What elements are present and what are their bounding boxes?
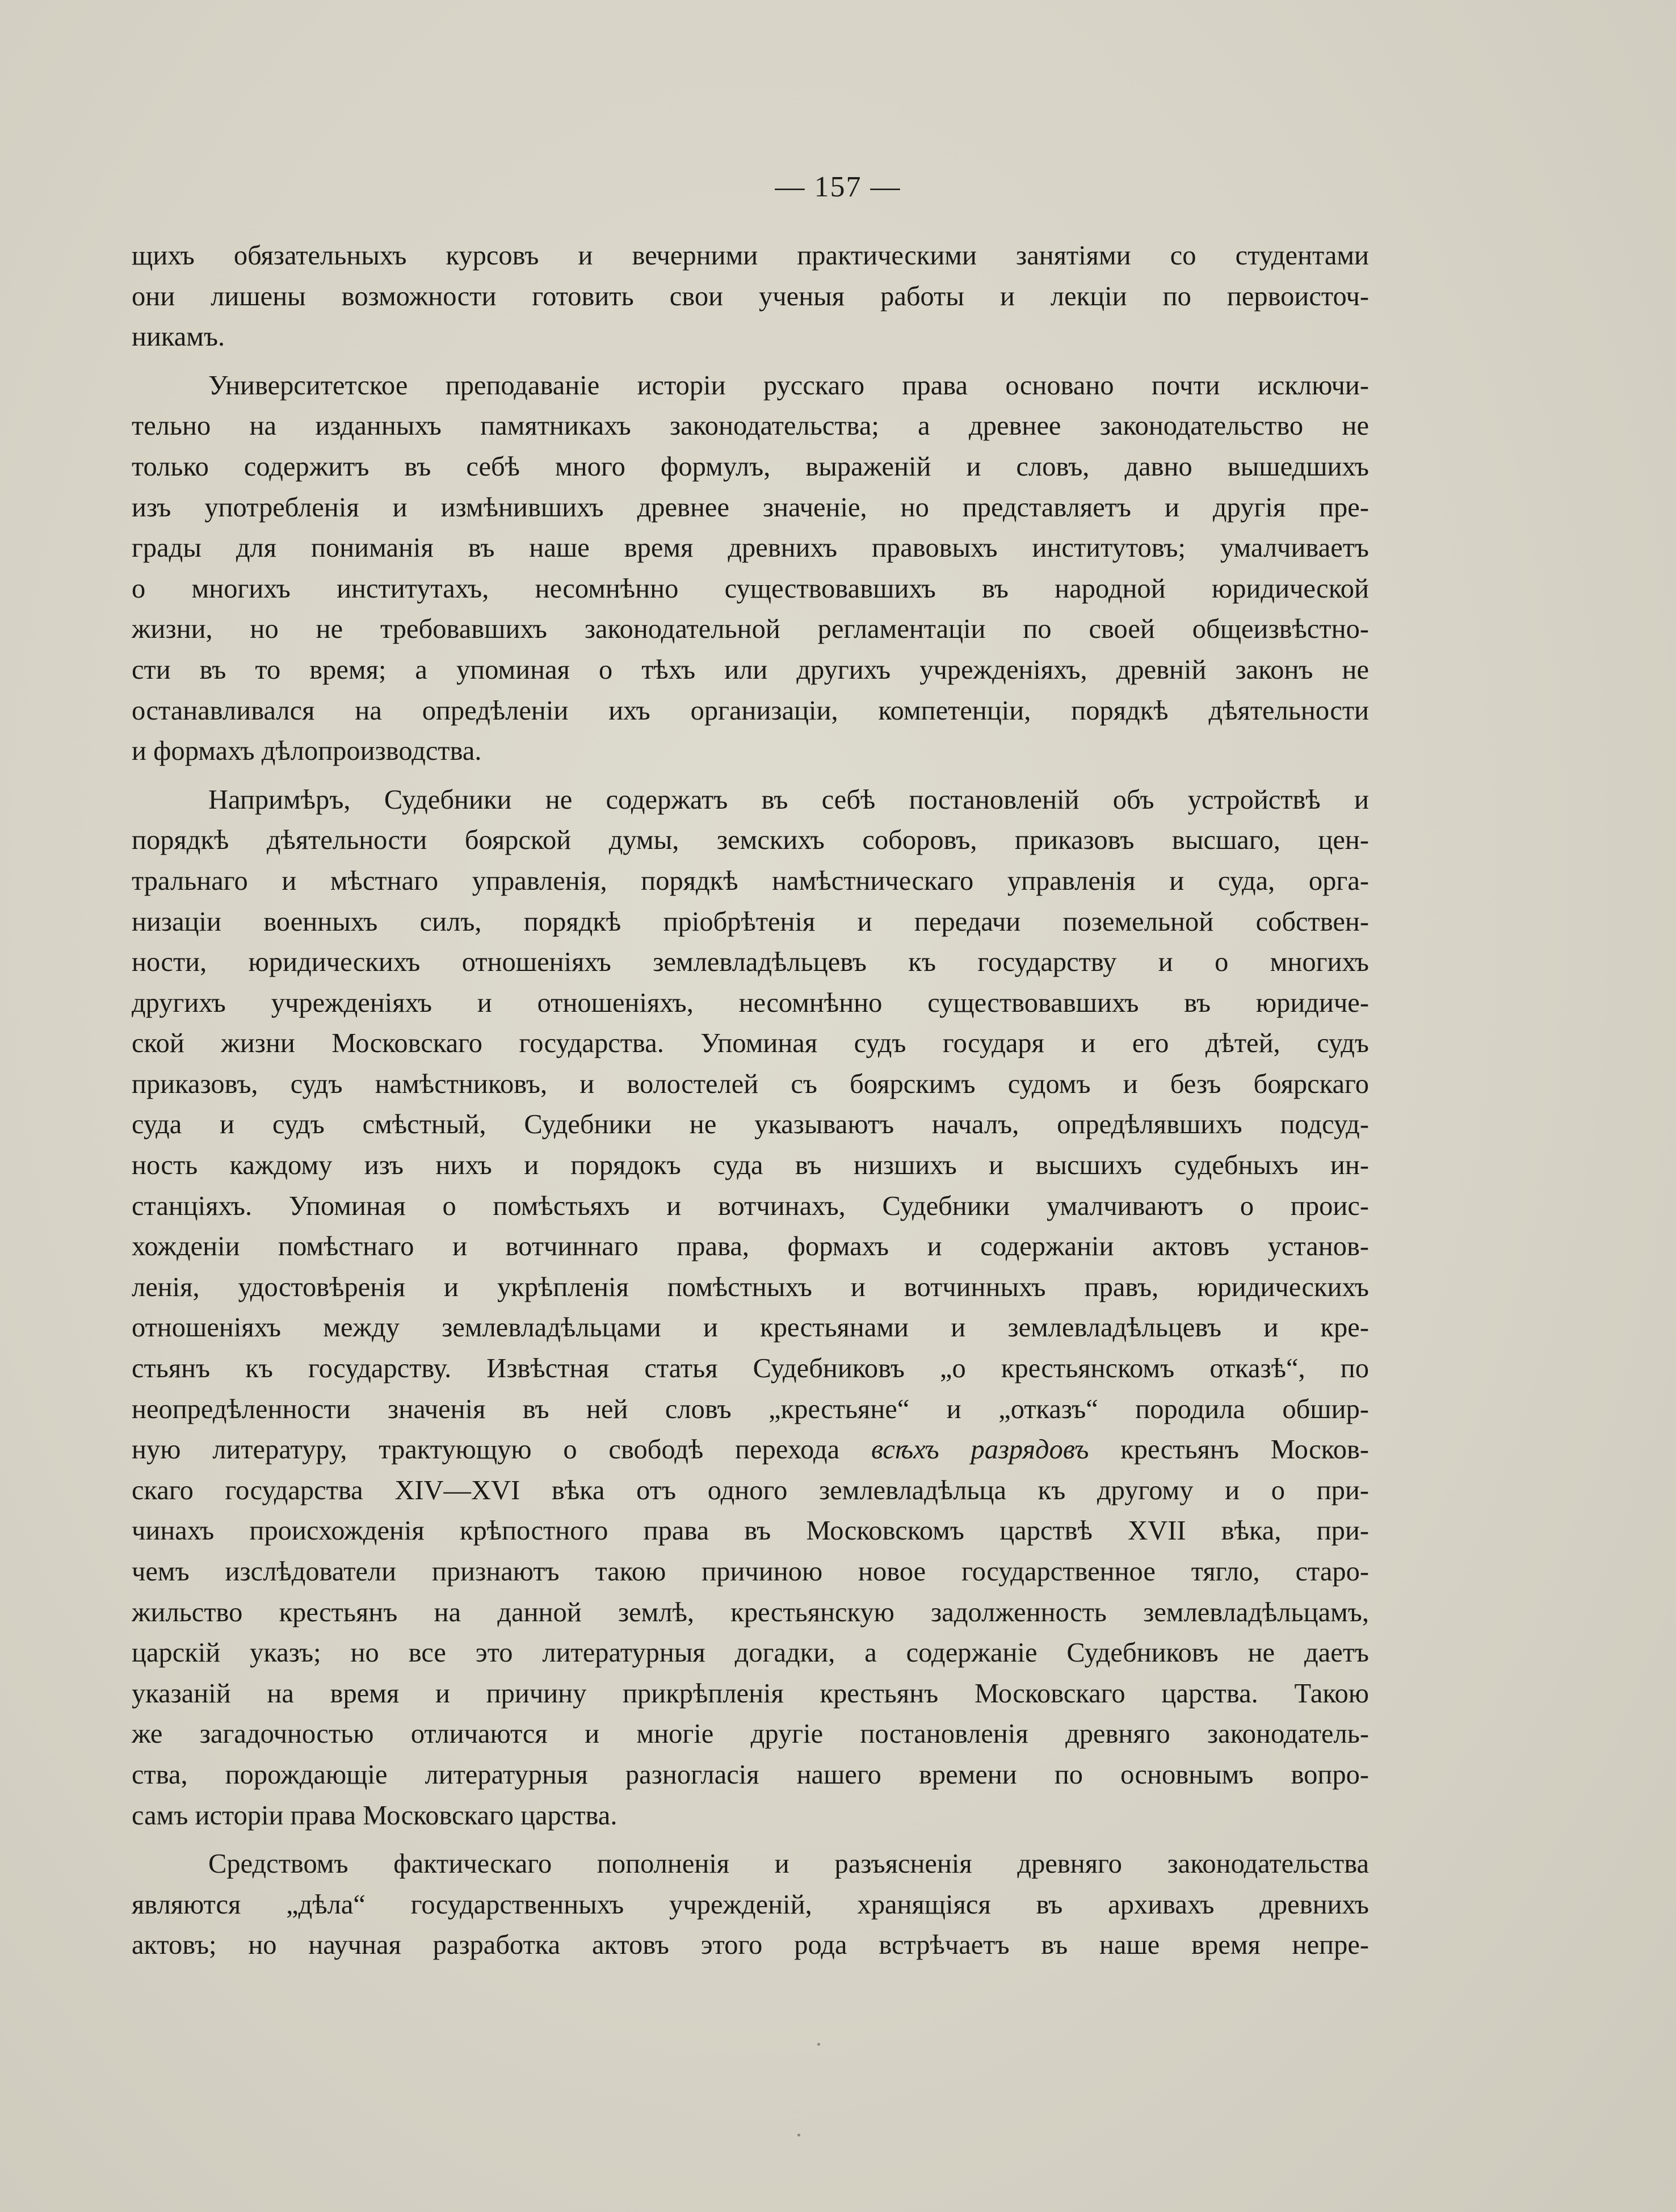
text-line: скаго государства XIV—XVI вѣка отъ одного землевладѣльца къ другому и о при-: [132, 1475, 1369, 1505]
text-line: низаціи военныхъ силъ, порядкѣ пріобрѣтенія и передачи поземельной собствен-: [132, 906, 1369, 937]
text-line: они лишены возможности готовить свои ученыя работы и лекціи по первоисточ-: [132, 281, 1369, 312]
paragraph-3: [132, 780, 1369, 1836]
text-line: щихъ обязательныхъ курсовъ и вечерними практическими занятіями со студентами: [132, 241, 1369, 271]
text-line: являются „дѣла“ государственныхъ учрежденій, хранящіяся въ архивахъ древнихъ: [132, 1889, 1369, 1920]
text-segment: ную литературу, трактующую о свободѣ перехода: [132, 1435, 871, 1465]
text-line: неопредѣленности значенія въ ней словъ „крестьяне“ и „отказъ“ породила обшир-: [132, 1394, 1369, 1424]
text-line: порядкѣ дѣятельности боярской думы, земскихъ соборовъ, приказовъ высшаго, цен-: [132, 825, 1369, 856]
text-line: Средствомъ фактическаго пополненія и разъясненія древняго законодательства: [208, 1849, 1369, 1879]
text-line: ской жизни Московскаго государства. Упоминая судъ государя и его дѣтей, судъ: [132, 1028, 1369, 1059]
text-line: ности, юридическихъ отношеніяхъ землевладѣльцевъ къ государству и о многихъ: [132, 947, 1369, 978]
text-line-with-italic: [132, 1429, 1369, 1470]
text-line: тельно на изданныхъ памятникахъ законодательства; а древнее законодательство не: [132, 411, 1369, 441]
paragraph-2: [132, 365, 1369, 772]
text-line: только содержитъ въ себѣ много формулъ, выраженій и словъ, давно вышедшихъ: [132, 451, 1369, 482]
text-line: царскій указъ; но все это литературныя догадки, а содержаніе Судебниковъ не даетъ: [132, 1638, 1369, 1668]
text-line: Напримѣръ, Судебники не содержатъ въ себѣ постановленій объ устройствѣ и: [208, 784, 1369, 815]
text-line: останавливался на опредѣленіи ихъ организаціи, компетенціи, порядкѣ дѣятельности: [132, 695, 1369, 726]
text-line: стьянъ къ государству. Извѣстная статья Судебниковъ „о крестьянскомъ отказѣ“, по: [132, 1353, 1369, 1384]
text-line: никамъ.: [132, 322, 225, 352]
text-line: сти въ то время; а упоминая о тѣхъ или другихъ учрежденіяхъ, древній законъ не: [132, 654, 1369, 685]
text-line: указаній на время и причину прикрѣпленія крестьянъ Московскаго царства. Такою: [132, 1678, 1369, 1709]
text-line: жизни, но не требовавшихъ законодательной регламентаціи по своей общеизвѣстно-: [132, 614, 1369, 645]
text-line: суда и судъ смѣстный, Судебники не указываютъ началъ, опредѣлявшихъ подсуд-: [132, 1109, 1369, 1140]
italic-phrase: всѣхъ разрядовъ: [871, 1435, 1089, 1465]
text-line: хожденіи помѣстнаго и вотчиннаго права, формахъ и содержаніи актовъ установ-: [132, 1231, 1369, 1262]
text-line: же загадочностью отличаются и многіе другіе постановленія древняго законодатель-: [132, 1719, 1369, 1750]
text-segment: крестьянъ Москов-: [1089, 1435, 1369, 1465]
text-line: и формахъ дѣлопроизводства.: [132, 736, 482, 767]
text-line: самъ исторіи права Московскаго царства.: [132, 1800, 618, 1831]
text-line: отношеніяхъ между землевладѣльцами и крестьянами и землевладѣльцевъ и кре-: [132, 1313, 1369, 1343]
text-line: станціяхъ. Упоминая о помѣстьяхъ и вотчинахъ, Судебники умалчиваютъ о проис-: [132, 1191, 1369, 1221]
body-text: [132, 236, 1369, 1974]
paper-speck: [797, 2134, 800, 2137]
text-line: приказовъ, судъ намѣстниковъ, и волостелей съ боярскимъ судомъ и безъ боярскаго: [132, 1069, 1369, 1099]
text-line: тральнаго и мѣстнаго управленія, порядкѣ намѣстническаго управленія и суда, орга-: [132, 865, 1369, 896]
text-line: ства, порождающіе литературныя разногласія нашего времени по основнымъ вопро-: [132, 1759, 1369, 1790]
paper-speck: [817, 2043, 820, 2046]
text-line: о многихъ институтахъ, несомнѣнно существовавшихъ въ народной юридической: [132, 573, 1369, 604]
paragraph-4: [132, 1844, 1369, 1966]
text-line: ленія, удостовѣренія и укрѣпленія помѣстныхъ и вотчинныхъ правъ, юридическихъ: [132, 1272, 1369, 1302]
text-line: Университетское преподаваніе исторіи русскаго права основано почти исключи-: [208, 370, 1369, 401]
text-line: актовъ; но научная разработка актовъ этого рода встрѣчаетъ въ наше время непре-: [132, 1930, 1369, 1961]
text-line: чемъ изслѣдователи признаютъ такою причиною новое государственное тягло, старо-: [132, 1557, 1369, 1587]
text-line: другихъ учрежденіяхъ и отношеніяхъ, несомнѣнно существовавшихъ въ юридиче-: [132, 987, 1369, 1018]
text-line: жильство крестьянъ на данной землѣ, крестьянскую задолженность землевладѣльцамъ,: [132, 1597, 1369, 1628]
text-line: грады для пониманія въ наше время древнихъ правовыхъ институтовъ; умалчиваетъ: [132, 533, 1369, 563]
text-line: ность каждому изъ нихъ и порядокъ суда въ низшихъ и высшихъ судебныхъ ин-: [132, 1150, 1369, 1181]
paragraph-1: [132, 236, 1369, 358]
page-number: — 157 —: [775, 171, 901, 203]
text-line: изъ употребленія и измѣнившихъ древнее значеніе, но представляетъ и другія пре-: [132, 492, 1369, 523]
text-line: чинахъ происхожденія крѣпостного права въ Московскомъ царствѣ XVII вѣка, при-: [132, 1516, 1369, 1546]
